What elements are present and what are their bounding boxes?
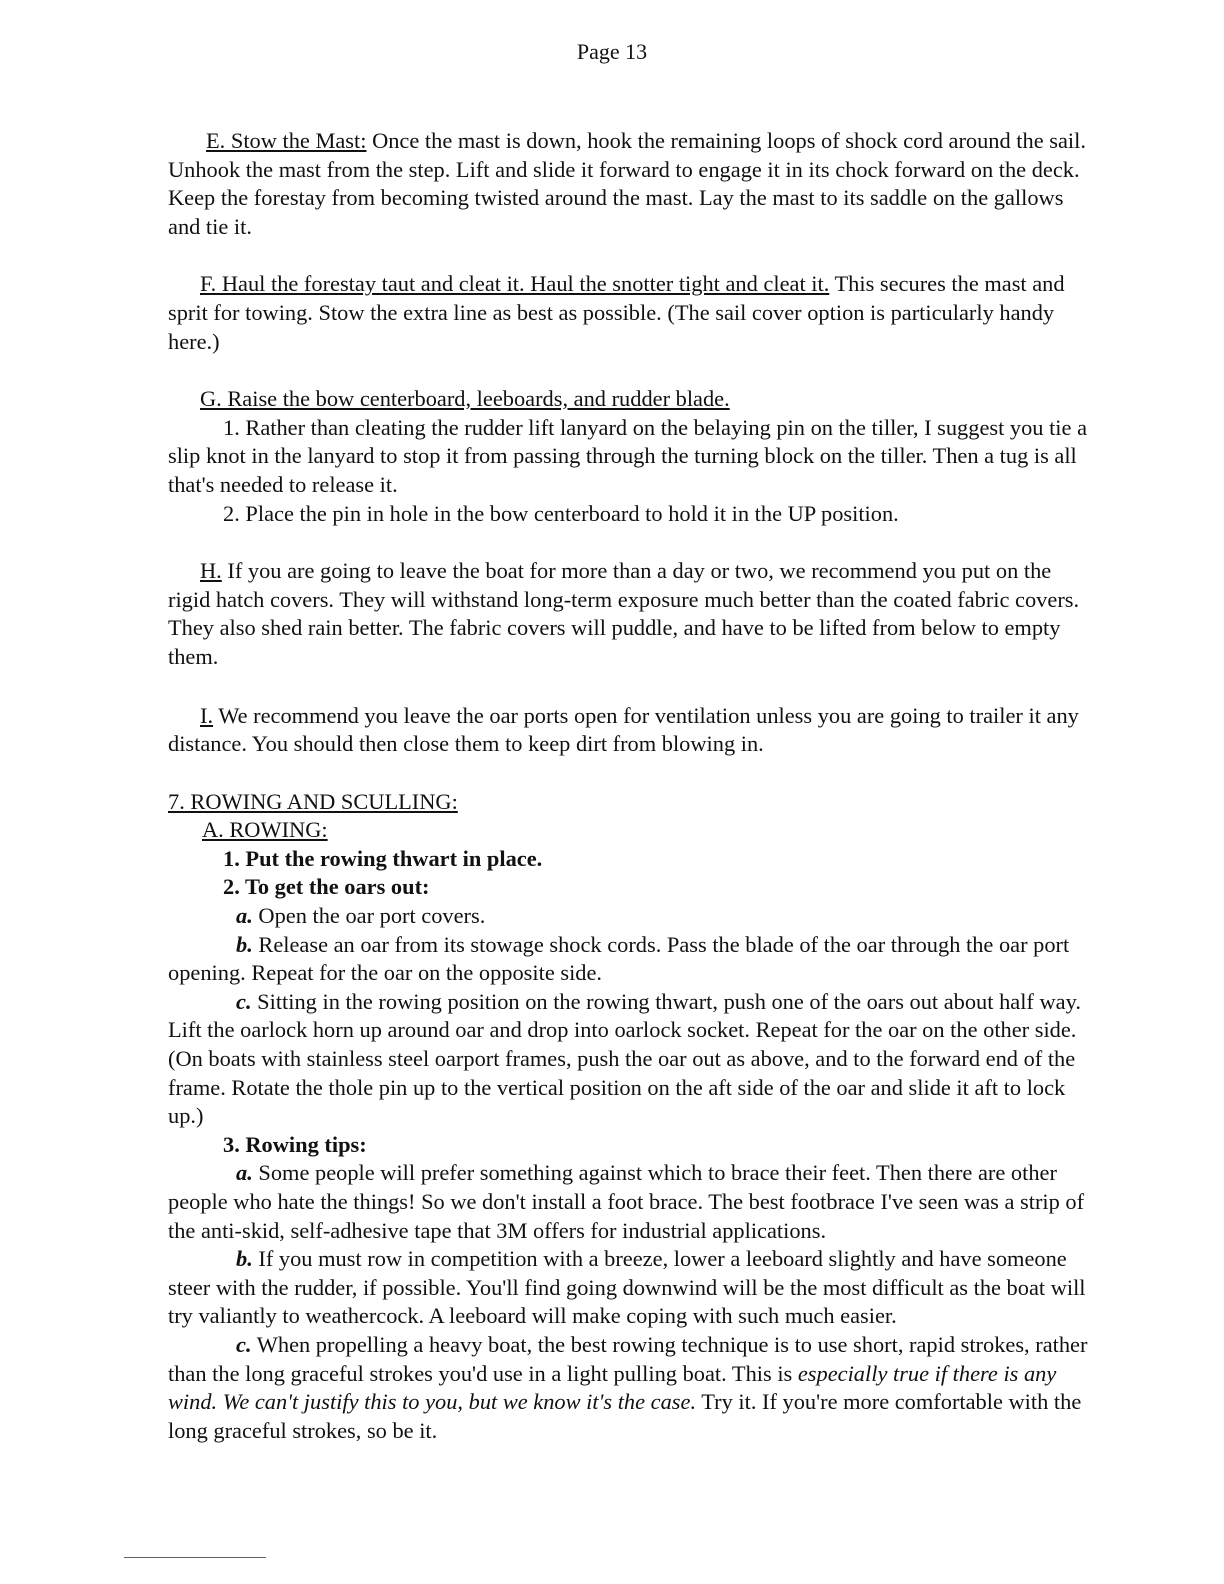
oars-out-c xyxy=(168,988,1088,1131)
section-g-heading xyxy=(168,385,1088,414)
oars-out-b xyxy=(168,931,1088,988)
section-f-text: This secures the mast and sprit for towing. Stow the extra line as best as possible. (The sail cover option is particularly handy here.) xyxy=(168,271,1065,354)
rowing-step-2: 2. To get the oars out: xyxy=(223,874,430,900)
section-g-item-2: 2. Place the pin in hole in the bow centerboard to hold it in the UP position. xyxy=(223,500,899,526)
rowing-tip-c-italic: especially true if there is any wind. We can't justify this to you, but we know it's the case. xyxy=(168,1360,1057,1415)
rowing-tip-c-text-2: Try it. If you're more comfortable with the long graceful strokes, so be it. xyxy=(168,1389,1082,1443)
oars-out-b-text: Release an oar from its stowage shock cords. Pass the blade of the oar through the oar port opening. Repeat for the oar on the opposite side. xyxy=(168,931,1070,986)
section-e-label: E. Stow the Mast: xyxy=(206,128,367,153)
oars-out-a-label: a. xyxy=(236,903,253,929)
rowing-tip-c-label: c. xyxy=(236,1331,252,1357)
page-number: Page 13 xyxy=(576,39,648,64)
section-g-item-1: 1. Rather than cleating the rudder lift lanyard on the belaying pin on the tiller, I suggest you tie a slip knot in the lanyard to stop it from passing through the turning block on the tiller. Then a tug is all that's needed to release it. xyxy=(168,414,1088,497)
footnote-separator xyxy=(124,1557,266,1558)
rowing-tip-b-text: If you must row in competition with a breeze, lower a leeboard slightly and have someone steer with the rudder, if possible. You'll find going downwind will be the most difficult as the boat will try valiantly to weathercock. A leeboard will make coping with such much easier. xyxy=(168,1246,1086,1329)
section-e-text: Once the mast is down, hook the remaining loops of shock cord around the sail. Unhook the mast from the step. Lift and slide it forward to engage it in its chock forward on the deck. Keep the forestay from becoming twisted around the mast. Lay the mast to its saddle on the gallows and tie it. xyxy=(168,128,1086,239)
rowing-step-1: 1. Put the rowing thwart in place. xyxy=(223,845,543,871)
oars-out-c-label: c. xyxy=(236,988,252,1014)
section-f xyxy=(168,270,1088,356)
oars-out-c-text: Sitting in the rowing position on the rowing thwart, push one of the oars out about half way. Lift the oarlock horn up around oar and drop into oarlock socket. Repeat for the oar on the other side. (On boats with stainless steel oarport frames, push the oar out as above, and to the forward end of the frame. Rotate the thole pin up to the vertical position on the aft side of the oar and slide it aft to lock up.) xyxy=(168,988,1081,1129)
section-h xyxy=(168,557,1088,671)
section-h-label: H. xyxy=(200,558,222,584)
rowing-tip-a xyxy=(168,1159,1088,1245)
section-f-label: F. Haul the forestay taut and cleat it. Haul the snotter tight and cleat it. xyxy=(200,271,830,297)
rowing-subheading-text: A. ROWING: xyxy=(202,817,328,843)
rowing-tip-c-text-1: When propelling a heavy boat, the best rowing technique is to use short, rapid strokes, rather than the long graceful strokes you'd use in a light pulling boat. This is xyxy=(168,1331,1088,1386)
section-i xyxy=(168,702,1088,759)
rowing-tip-a-label: a. xyxy=(236,1160,253,1186)
oars-out-a xyxy=(168,902,1088,931)
section-i-label: I. xyxy=(200,702,214,728)
section-i-text: We recommend you leave the oar ports open for ventilation unless you are going to trailer it any distance. You should then close them to keep dirt from blowing in. xyxy=(168,702,1079,757)
rowing-tip-b-label: b. xyxy=(236,1246,253,1272)
rowing-heading-text: 7. ROWING AND SCULLING: xyxy=(168,788,458,814)
rowing-heading xyxy=(168,788,1088,817)
section-h-text: If you are going to leave the boat for more than a day or two, we recommend you put on the rigid hatch covers. They will withstand long-term exposure much better than the coated fabric covers. They also shed rain better. The fabric covers will puddle, and have to be lifted from below to empty them. xyxy=(168,558,1080,669)
rowing-tip-a-text: Some people will prefer something against which to brace their feet. Then there are other people who hate the things! So we don't install a foot brace. The best footbrace I've seen was a strip of the anti-skid, self-adhesive tape that 3M offers for industrial applications. xyxy=(168,1160,1085,1243)
oars-out-a-text: Open the oar port covers. xyxy=(252,903,486,929)
rowing-subheading xyxy=(168,816,1088,845)
rowing-step-3: 3. Rowing tips: xyxy=(223,1131,367,1157)
rowing-tip-c xyxy=(168,1331,1088,1445)
document-body xyxy=(168,127,1088,1445)
section-e xyxy=(168,127,1088,241)
section-g-label: G. Raise the bow centerboard, leeboards, and rudder blade. xyxy=(200,386,730,412)
rowing-tip-b xyxy=(168,1245,1088,1331)
oars-out-b-label: b. xyxy=(236,931,253,957)
